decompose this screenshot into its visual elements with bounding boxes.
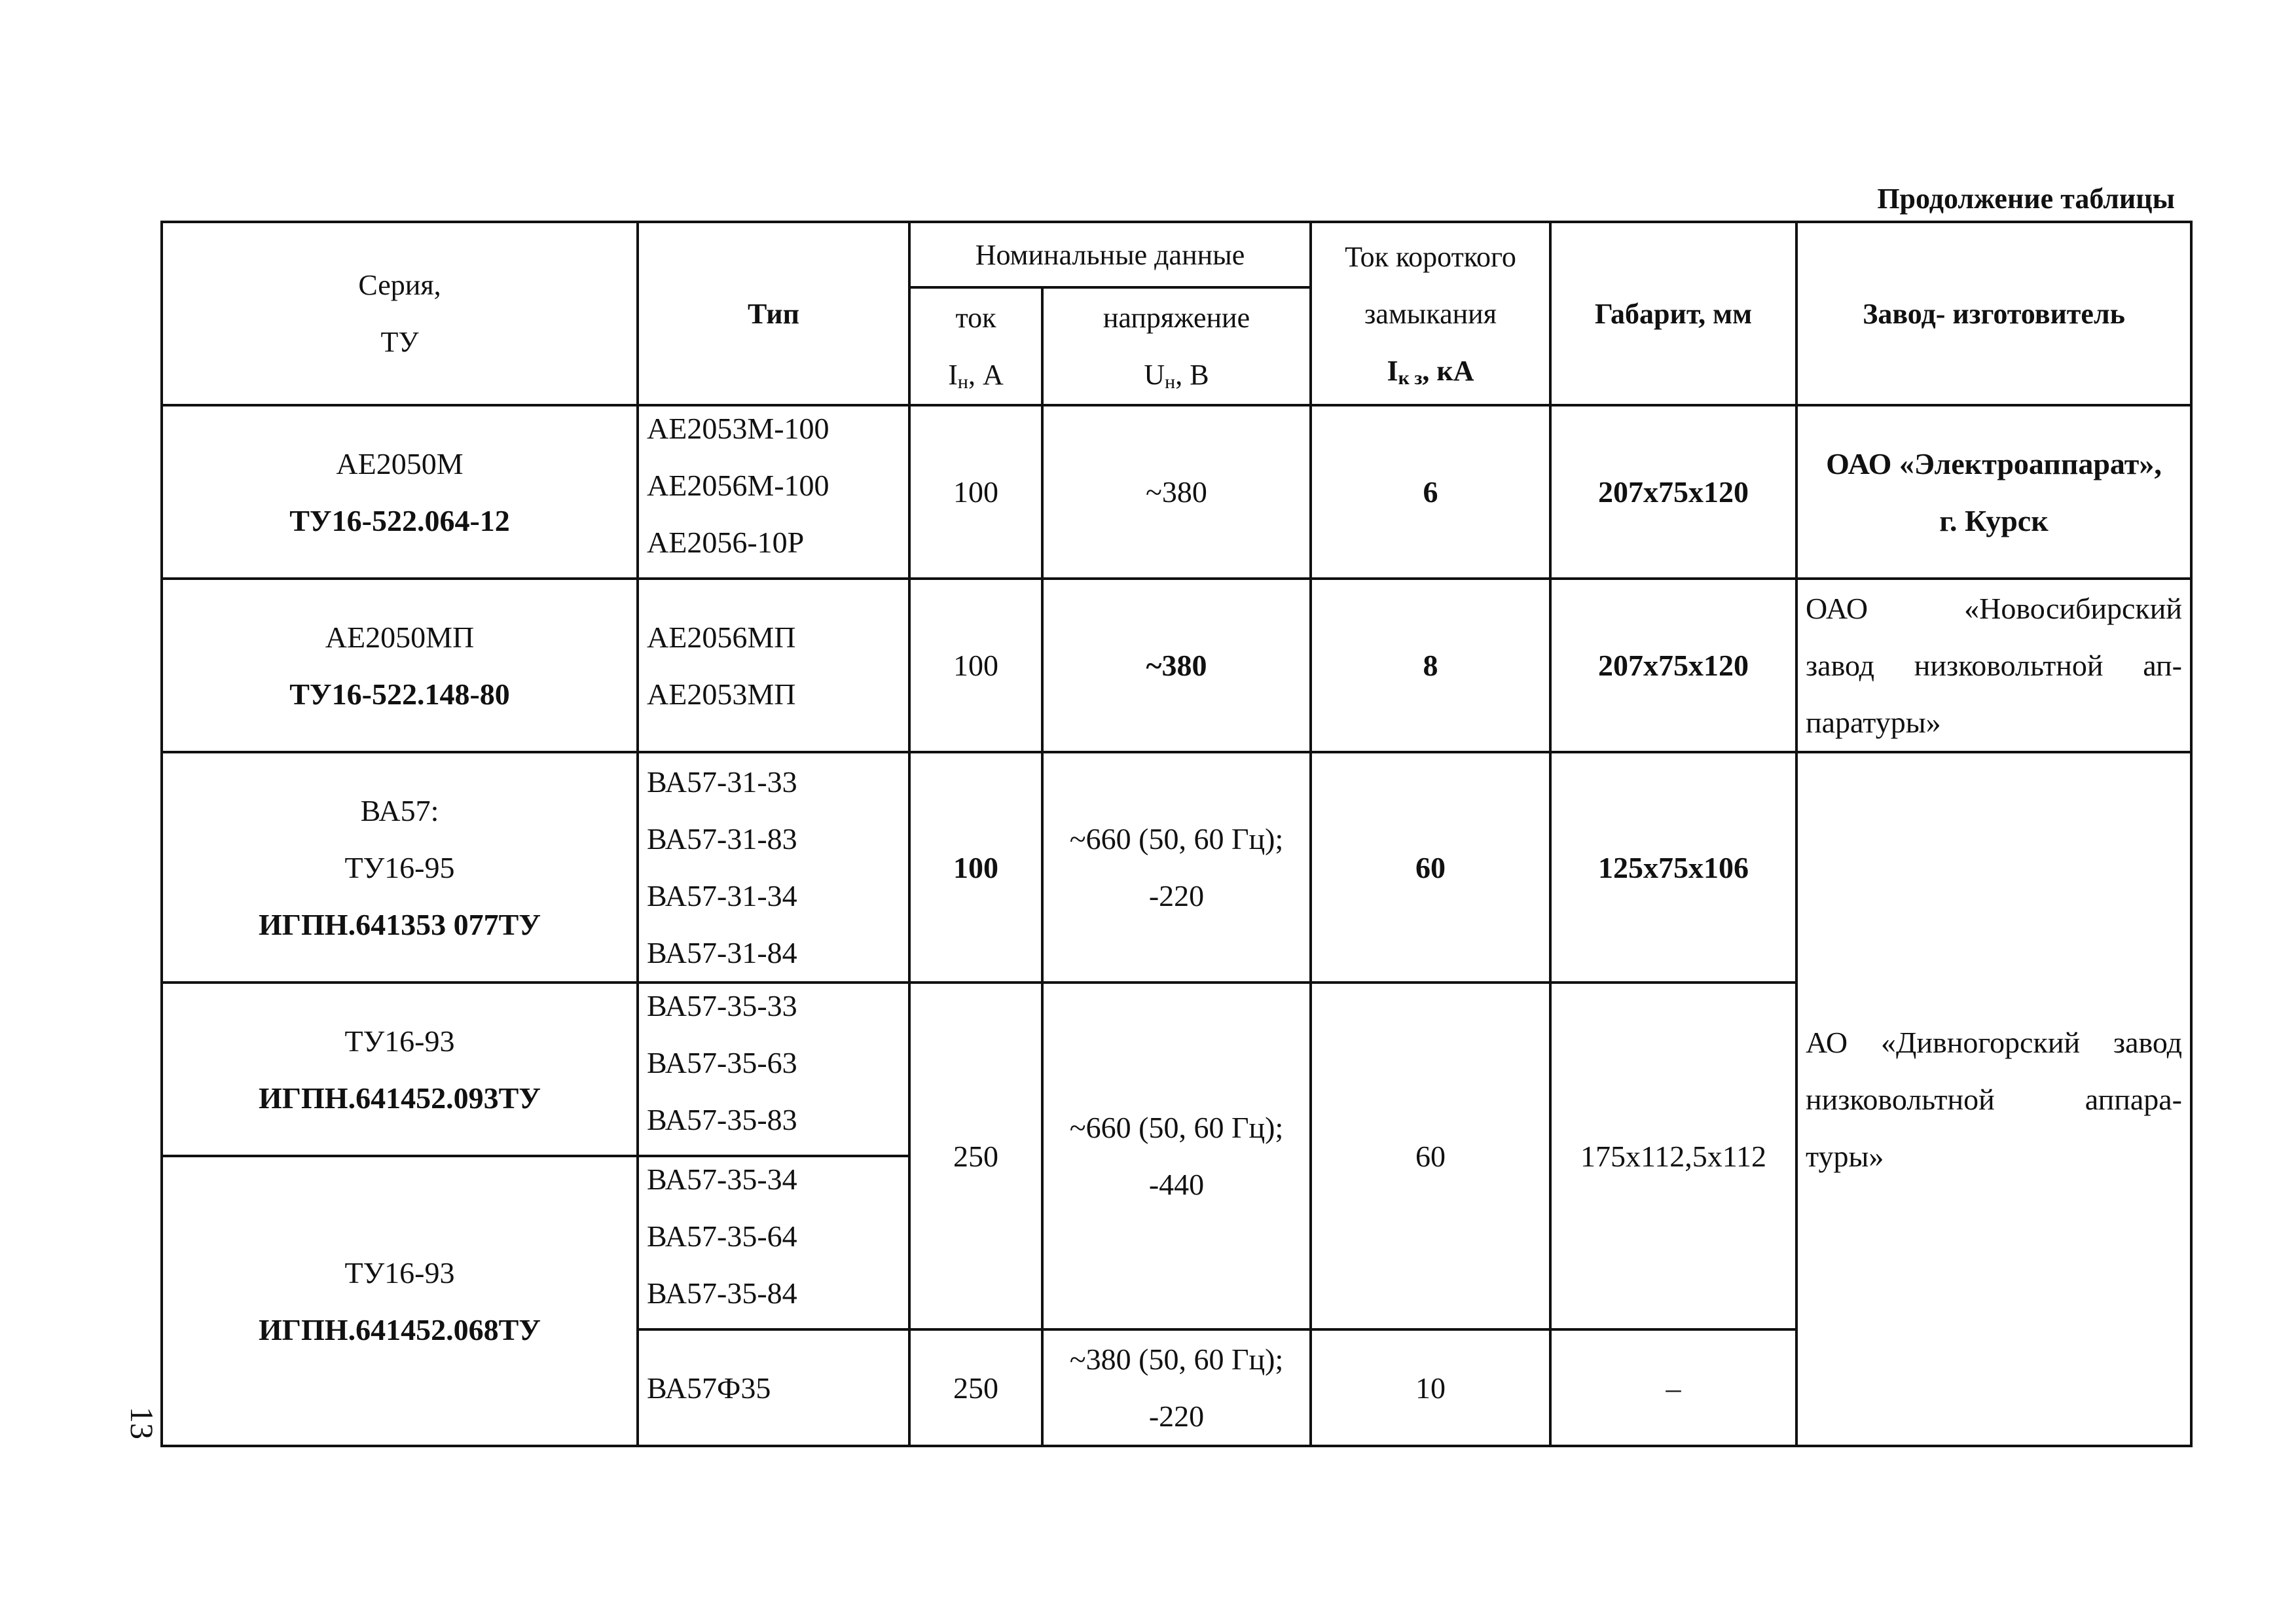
type-cell: ВА57-31-33 ВА57-31-83 ВА57-31-34 ВА57-31-84 [638, 752, 909, 983]
dimensions-cell: 125х75х106 [1550, 752, 1796, 983]
voltage-cell: ~380 (50, 60 Гц); -220 [1042, 1329, 1311, 1446]
voltage-cell: ~660 (50, 60 Гц); -220 [1042, 752, 1311, 983]
type-cell: ВА57-35-34 ВА57-35-64 ВА57-35-84 [638, 1156, 909, 1329]
short-circuit-cell: 8 [1311, 579, 1550, 752]
manufacturer-cell: ОАО «Новосибирский завод низковольтной ап- паратуры» [1796, 579, 2191, 752]
short-circuit-cell: 60 [1311, 752, 1550, 983]
breakers-table [160, 221, 2193, 1447]
header-voltage: напряжение $U_н$, В [1042, 287, 1311, 405]
series-cell: АЕ2050МП ТУ16-522.148-80 [162, 579, 638, 752]
dimensions-cell: – [1550, 1329, 1796, 1446]
short-circuit-cell: 10 [1311, 1329, 1550, 1446]
manufacturer-cell: ОАО «Электроаппарат», г. Курск [1796, 405, 2191, 579]
type-cell: ВА57Ф35 [638, 1329, 909, 1446]
manufacturer-cell: АО «Дивногорский завод низковольтной аппара- туры» [1796, 752, 2191, 1446]
current-cell: 250 [909, 983, 1042, 1329]
header-current: ток $I_н$, А [909, 287, 1042, 405]
page-number: 13 [124, 1407, 160, 1439]
header-manufacturer: Завод- изготовитель [1796, 222, 2191, 405]
header-dimensions: Габарит, мм [1550, 222, 1796, 405]
short-circuit-cell: 6 [1311, 405, 1550, 579]
type-cell: АЕ2053М-100 АЕ2056М-100 АЕ2056-10Р [638, 405, 909, 579]
table-caption: Продолжение таблицы [1877, 183, 2175, 215]
current-cell: 100 [909, 579, 1042, 752]
header-type: Тип [638, 222, 909, 405]
table-row [162, 752, 2191, 983]
table-row [162, 579, 2191, 752]
series-cell: ТУ16-93 ИГПН.641452.068ТУ [162, 1156, 638, 1446]
dimensions-cell: 207х75х120 [1550, 579, 1796, 752]
current-cell: 100 [909, 405, 1042, 579]
dimensions-cell: 207х75х120 [1550, 405, 1796, 579]
voltage-cell: ~660 (50, 60 Гц); -440 [1042, 983, 1311, 1329]
series-cell: ТУ16-93 ИГПН.641452.093ТУ [162, 983, 638, 1156]
short-circuit-cell: 60 [1311, 983, 1550, 1329]
type-cell: ВА57-35-33 ВА57-35-63 ВА57-35-83 [638, 983, 909, 1156]
series-cell: ВА57: ТУ16-95 ИГПН.641353 077ТУ [162, 752, 638, 983]
series-cell: АЕ2050М ТУ16-522.064-12 [162, 405, 638, 579]
dimensions-cell: 175х112,5х112 [1550, 983, 1796, 1329]
type-cell: АЕ2056МП АЕ2053МП [638, 579, 909, 752]
header-nominal: Номинальные данные [909, 222, 1311, 287]
header-series: Серия, ТУ [162, 222, 638, 405]
voltage-cell: ~380 [1042, 579, 1311, 752]
header-short-circuit: Ток короткого замыкания $I_{к з}$, кА [1311, 222, 1550, 405]
current-cell: 250 [909, 1329, 1042, 1446]
table-row [162, 405, 2191, 579]
current-cell: 100 [909, 752, 1042, 983]
voltage-cell: ~380 [1042, 405, 1311, 579]
